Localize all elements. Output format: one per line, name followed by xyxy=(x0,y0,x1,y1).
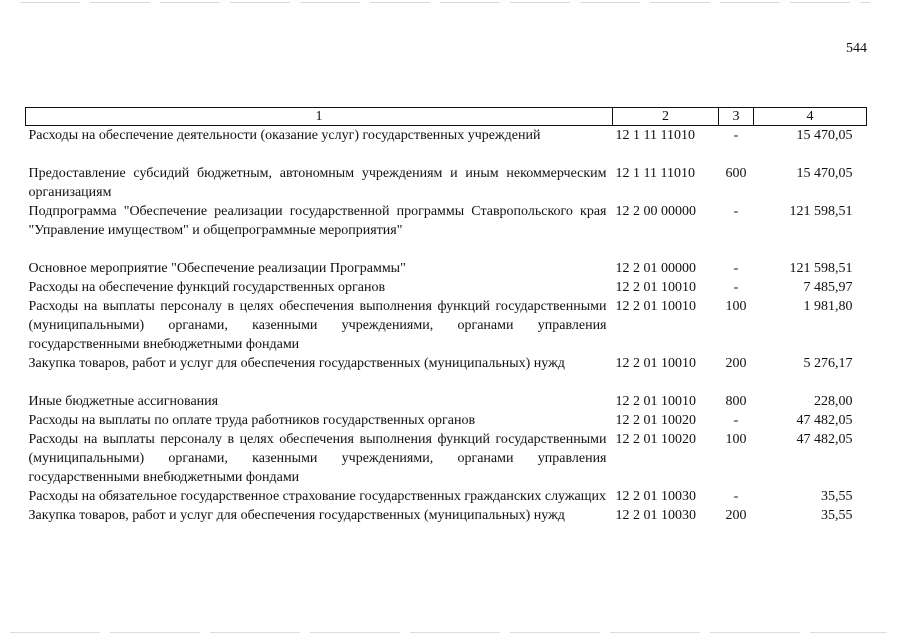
row-code: 12 2 01 10010 xyxy=(615,394,696,409)
row-sum: 5 276,17 xyxy=(803,356,853,371)
row-vr: - xyxy=(733,261,739,276)
row-sum: 1 981,80 xyxy=(803,299,853,314)
row-sum: 35,55 xyxy=(821,489,853,504)
page-number: 544 xyxy=(846,41,867,56)
row-sum: 7 485,97 xyxy=(803,280,853,295)
header-row xyxy=(26,108,867,126)
table-row xyxy=(26,487,867,506)
row-vr: 100 xyxy=(725,432,747,447)
row-name: Расходы на обеспечение функций государственных органов xyxy=(28,280,386,295)
row-code: 12 1 11 11010 xyxy=(615,128,695,143)
row-vr: 200 xyxy=(725,356,747,371)
row-code: 12 2 01 10010 xyxy=(615,299,696,314)
table-row xyxy=(26,297,867,354)
row-sum: 47 482,05 xyxy=(796,432,853,447)
row-name: Иные бюджетные ассигнования xyxy=(28,394,219,409)
row-code: 12 2 01 10010 xyxy=(615,356,696,371)
row-vr: 200 xyxy=(725,508,747,523)
row-name: Предоставление субсидий бюджетным, автономным учреждениям и иным некоммерческим организациям xyxy=(28,166,607,200)
table-row xyxy=(26,392,867,411)
row-vr: - xyxy=(733,204,739,219)
row-code: 12 2 01 10010 xyxy=(615,280,696,295)
row-code: 12 2 01 10020 xyxy=(615,432,696,447)
row-name: Закупка товаров, работ и услуг для обеспечения государственных (муниципальных) нужд xyxy=(28,508,565,523)
row-name: Расходы на выплаты персоналу в целях обеспечения выполнения функций государственными (муниципальными) органами, казенными учреждениями, органами управления государственными внебюджетными фондами xyxy=(28,299,607,352)
table-row xyxy=(26,202,867,259)
row-name: Закупка товаров, работ и услуг для обеспечения государственных (муниципальных) нужд xyxy=(28,356,565,371)
table-row xyxy=(26,354,867,392)
table-row xyxy=(26,411,867,430)
row-code: 12 2 00 00000 xyxy=(615,204,696,219)
scan-artifact-top xyxy=(20,2,870,3)
budget-table xyxy=(25,107,867,525)
header-col-vr: 3 xyxy=(719,108,754,126)
row-sum: 121 598,51 xyxy=(789,261,853,276)
row-vr: - xyxy=(733,489,739,504)
row-name: Расходы на выплаты по оплате труда работников государственных органов xyxy=(28,413,476,428)
row-code: 12 1 11 11010 xyxy=(615,166,695,181)
scan-artifact-bottom xyxy=(10,632,887,633)
row-vr: - xyxy=(733,128,739,143)
row-sum: 47 482,05 xyxy=(796,413,853,428)
row-sum: 15 470,05 xyxy=(796,166,853,181)
row-vr: 600 xyxy=(725,166,747,181)
row-sum: 228,00 xyxy=(814,394,853,409)
row-code: 12 2 01 10030 xyxy=(615,508,696,523)
row-name: Основное мероприятие "Обеспечение реализации Программы" xyxy=(28,261,406,276)
row-name: Расходы на обеспечение деятельности (оказание услуг) государственных учреждений xyxy=(28,128,541,143)
row-vr: - xyxy=(733,280,739,295)
row-code: 12 2 01 00000 xyxy=(615,261,696,276)
header-col-name: 1 xyxy=(26,108,613,126)
row-name: Расходы на выплаты персоналу в целях обеспечения выполнения функций государственными (муниципальными) органами, казенными учреждениями, органами управления государственными внебюджетными фондами xyxy=(28,432,607,485)
row-sum: 121 598,51 xyxy=(789,204,853,219)
row-name: Расходы на обязательное государственное страхование государственных гражданских служащих xyxy=(28,489,607,504)
table-row xyxy=(26,506,867,525)
header-col-sum: 4 xyxy=(754,108,867,126)
row-code: 12 2 01 10030 xyxy=(615,489,696,504)
row-sum: 35,55 xyxy=(821,508,853,523)
table-row xyxy=(26,126,867,165)
row-vr: - xyxy=(733,413,739,428)
row-vr: 100 xyxy=(725,299,747,314)
row-name: Подпрограмма "Обеспечение реализации государственной программы Ставропольского края "Управление имуществом" и общепрограммные мероприятия" xyxy=(28,204,607,238)
row-sum: 15 470,05 xyxy=(796,128,853,143)
table-row xyxy=(26,278,867,297)
header-col-code: 2 xyxy=(613,108,719,126)
table-row xyxy=(26,430,867,487)
row-code: 12 2 01 10020 xyxy=(615,413,696,428)
table-row xyxy=(26,164,867,202)
table-row xyxy=(26,259,867,278)
row-vr: 800 xyxy=(725,394,747,409)
